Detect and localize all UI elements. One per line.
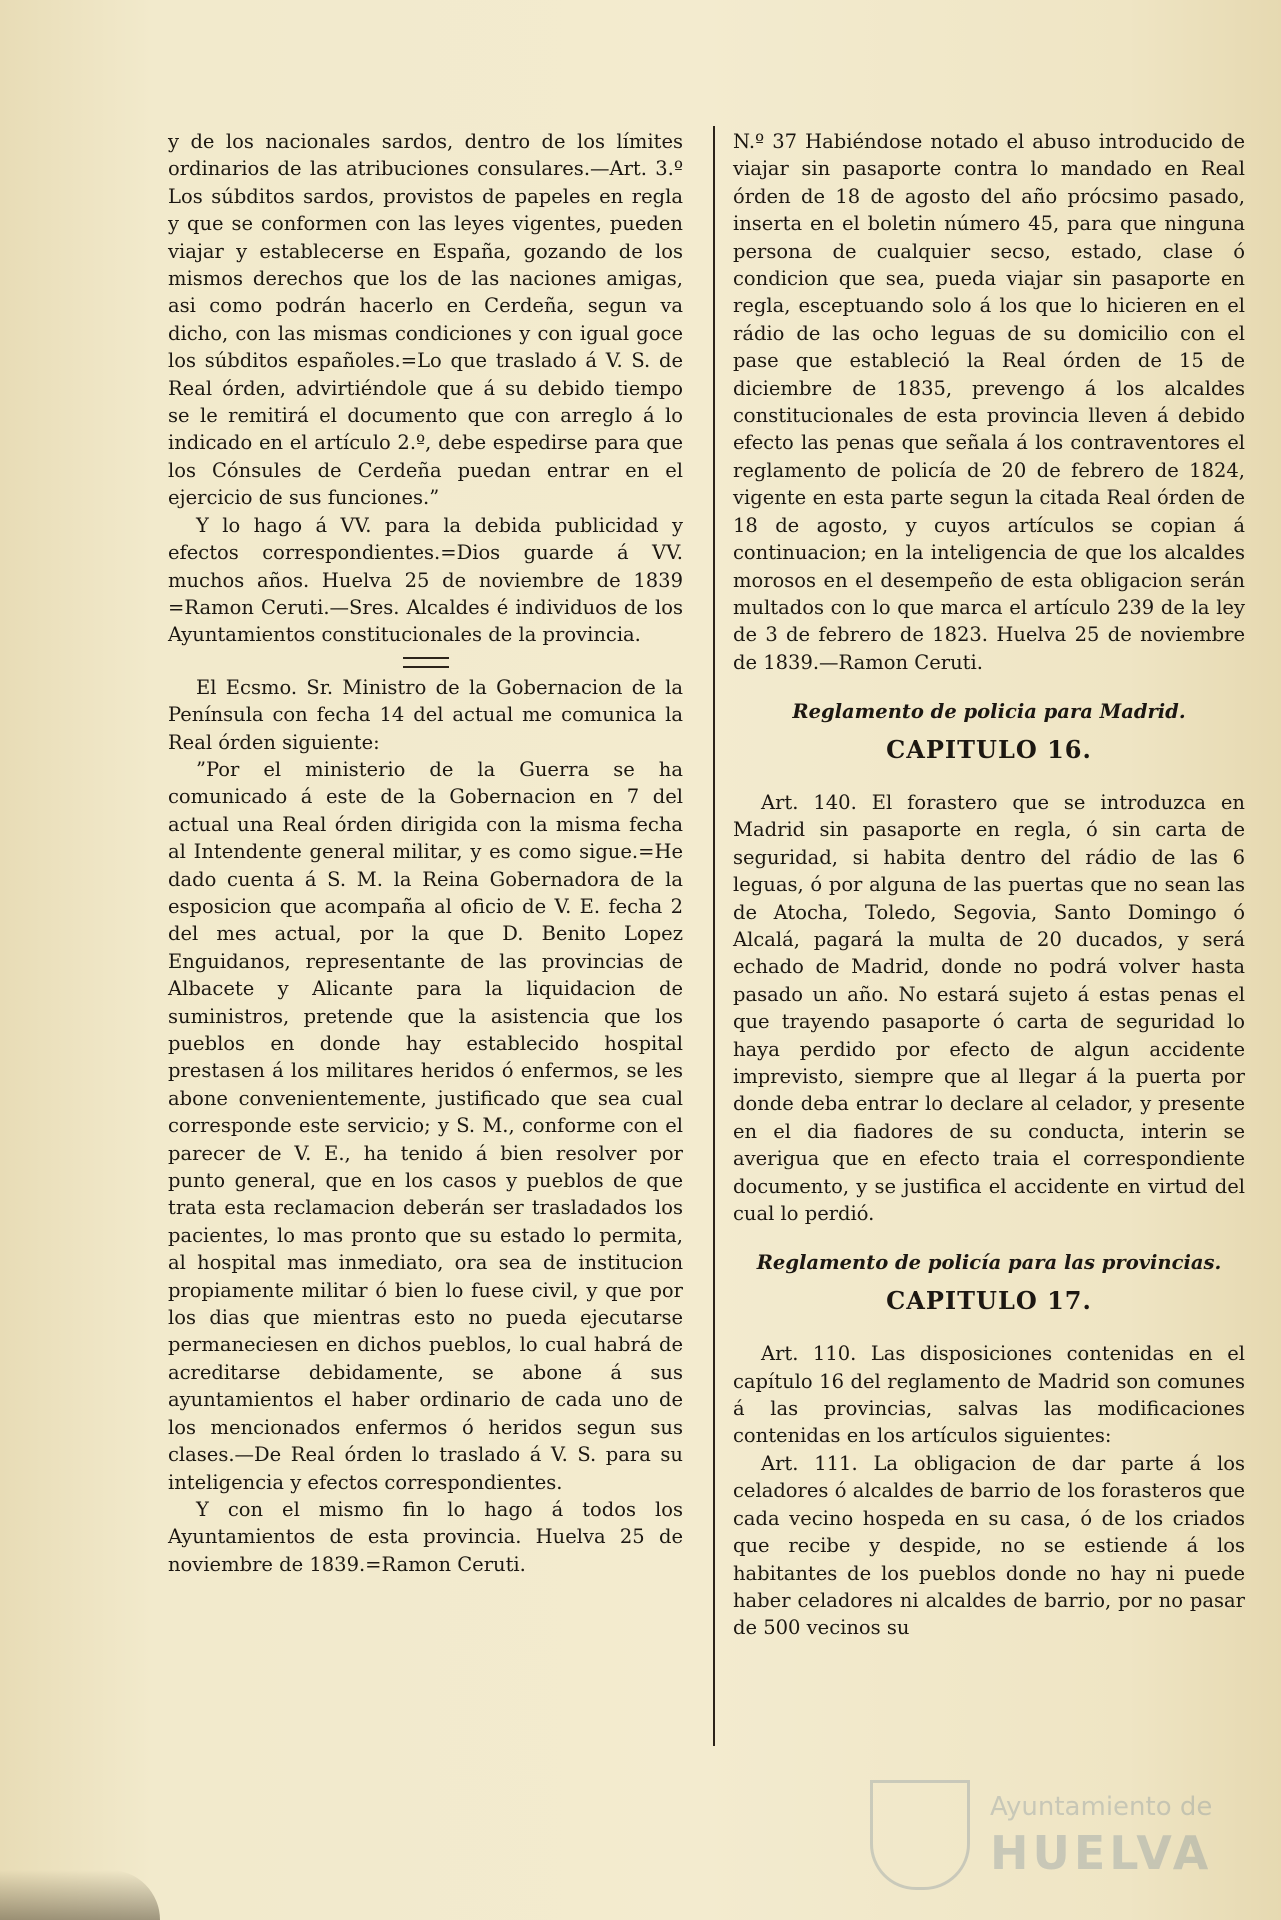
section-separator — [403, 657, 449, 668]
right-column — [733, 128, 1245, 1642]
notice-37: N.º 37 Habiéndose notado el abuso introducido de viajar sin pasaporte contra lo mandado en Real órden de 18 de agosto del año prócsimo pasado, inserta en el boletin número 45, para que ninguna persona de cualquier secso, estado, clase ó condicion que sea, pueda viajar sin pasaporte en regla, esceptuando solo á los que lo hicieren en el rádio de las ocho leguas de su domicilio con el pase que estableció la Real órden de 15 de diciembre de 1835, prevengo á los alcaldes constitucionales de esta provincia lleven á debido efecto las penas que señala á los contraventores el reglamento de policía de 20 de febrero de 1824, vigente en esta parte segun la citada Real órden de 18 de agosto, y cuyos artículos se copian á continuacion; en la inteligencia de que los alcaldes morosos en el desempeño de esta obligacion serán multados con lo que marca el artículo 239 de la ley de 3 de febrero de 1823. Huelva 25 de noviembre de 1839.—Ramon Ceruti. — [733, 130, 1245, 674]
paragraph-continuation: y de los nacionales sardos, dentro de los límites ordinarios de las atribuciones consulares.—Art. 3.º Los súbditos sardos, provistos de papeles en regla y que se conformen con las leyes vigentes, pueden viajar y establecerse en España, gozando de los mismos derechos que los de las naciones amigas, asi como podrán hacerlo en Cerdeña, segun va dicho, con las mismas condiciones y con igual goce los súbditos españoles.=Lo que traslado á V. S. de Real órden, advirtiéndole que á su debido tiempo se le remitirá el documento que con arreglo á lo indicado en el artículo 2.º, debe espedirse para que los Cónsules de Cerdeña puedan entrar en el ejercicio de sus funciones.” — [168, 130, 683, 510]
chapter-16-heading: CAPITULO 16. — [886, 734, 1092, 764]
archive-watermark — [870, 1780, 1220, 1890]
paragraph-real-orden: ”Por el ministerio de la Guerra se ha comunicado á este de la Gobernacion en 7 del actual una Real órden dirigida con la misma fecha al Intendente general militar, y es como sigue.=He dado cuenta á S. M. la Reina Gobernadora de la esposicion que acompaña al oficio de V. E. fecha 2 del mes actual, por la que D. Benito Lopez Enguidanos, representante de las provincias de Albacete y Alicante para la liquidacion de suministros, pretende que la asistencia que los pueblos en donde hay establecido hospital prestasen á los militares heridos ó enfermos, se les abone convenientemente, justificado que sea cual corresponde este servicio; y S. M., conforme con el parecer de V. E., ha tenido á bien resolver por punto general, que en los casos y pueblos de que trata esta reclamacion deberán ser trasladados los pacientes, lo mas pronto que su estado lo permita, al hospital mas inmediato, ora sea de institucion propiamente militar ó bien lo fuese civil, y que por los dias que mientras esto no pueda ejecutarse permaneciesen en dichos pueblos, lo cual habrá de acreditarse debidamente, se abone á sus ayuntamientos el haber ordinario de cada uno de los mencionados enfermos ó heridos segun sus clases.—De Real órden lo traslado á V. S. para su inteligencia y efectos correspondientes. — [168, 757, 683, 1494]
left-column — [168, 128, 683, 1578]
article-111: Art. 111. La obligacion de dar parte á los celadores ó alcaldes de barrio de los forasteros que cada vecino hospeda en su casa, ó de los criados que recibe y despide, no se estiende á los habitantes de los pueblos donde no hay ni puede haber celadores ni alcaldes de barrio, por no pasar de 500 vecinos su — [733, 1451, 1245, 1640]
watermark-line-2: HUELVA — [990, 1826, 1213, 1880]
paragraph-signature: Y con el mismo fin lo hago á todos los Ayuntamientos de esta provincia. Huelva 25 de noviembre de 1839.=Ramon Ceruti. — [168, 1497, 683, 1576]
coat-of-arms-icon — [870, 1780, 970, 1890]
watermark-line-1: Ayuntamiento de — [990, 1792, 1213, 1822]
section-title-provincias: Reglamento de policía para las provincias. — [756, 1251, 1222, 1275]
chapter-17-heading: CAPITULO 17. — [886, 1285, 1092, 1315]
page-corner-wear — [0, 1870, 160, 1920]
paragraph-ministry-intro: El Ecsmo. Sr. Ministro de la Gobernacion de la Península con fecha 14 del actual me comunica la Real órden siguiente: — [168, 675, 683, 754]
column-divider — [713, 126, 715, 1746]
article-110: Art. 110. Las disposiciones contenidas en el capítulo 16 del reglamento de Madrid son comunes á las provincias, salvas las modificaciones contenidas en los artículos siguientes: — [733, 1342, 1245, 1448]
paragraph-closing: Y lo hago á VV. para la debida publicidad y efectos correspondientes.=Dios guarde á VV. muchos años. Huelva 25 de noviembre de 1839 =Ramon Ceruti.—Sres. Alcaldes é individuos de los Ayuntamientos constitucionales de la provincia. — [168, 513, 683, 647]
article-140: Art. 140. El forastero que se introduzca en Madrid sin pasaporte en regla, ó sin carta de seguridad, si habita dentro del rádio de las 6 leguas, ó por alguna de las puertas que no sean las de Atocha, Toledo, Segovia, Santo Domingo ó Alcalá, pagará la multa de 20 ducados, y será echado de Madrid, donde no podrá volver hasta pasado un año. No estará sujeto á estas penas el que trayendo pasaporte ó carta de seguridad lo haya perdido por efecto de algun accidente imprevisto, siempre que al llegar á la puerta por donde deba entrar lo declare al celador, y presente en el dia fiadores de su conducta, interin se averigua que en efecto traia el correspondiente documento, y se justifica el accidente en virtud del cual lo perdió. — [733, 790, 1245, 1226]
section-title-madrid: Reglamento de policia para Madrid. — [792, 700, 1186, 724]
